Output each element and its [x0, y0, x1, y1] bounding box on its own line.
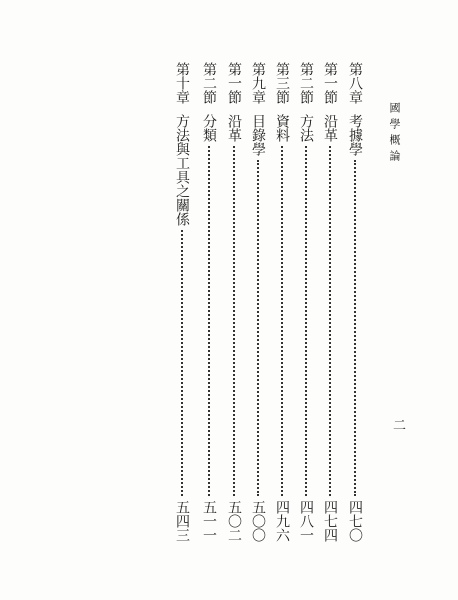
dot-leader — [329, 146, 331, 496]
toc-entry-page: 五一一 — [201, 500, 217, 542]
toc-entry-label: 第一節 — [322, 62, 338, 104]
toc-entry-title: 分類 — [201, 114, 217, 142]
toc-entry-label: 第三節 — [274, 62, 290, 104]
toc-entry-label: 第九章 — [250, 62, 266, 104]
toc-entry-title: 方法與工具之關係 — [174, 114, 190, 226]
dot-leader — [305, 146, 307, 496]
dot-leader — [208, 146, 210, 496]
dot-leader — [181, 230, 183, 496]
dot-leader — [281, 146, 283, 496]
toc-entry-title: 目錄學 — [250, 114, 266, 156]
toc-entry-title: 考據學 — [347, 114, 363, 156]
toc-entry-page: 四九六 — [274, 500, 290, 542]
toc-entry-ch8-sec3 — [272, 62, 292, 542]
toc-entry-title: 沿革 — [226, 114, 242, 142]
toc-entry-title: 沿革 — [322, 114, 338, 142]
toc-entry-chapter-10 — [172, 62, 192, 542]
toc-entry-page: 四七〇 — [347, 500, 363, 542]
toc-entry-page: 五〇〇 — [250, 500, 266, 542]
toc-entry-chapter-9 — [248, 62, 268, 542]
toc-entry-label: 第二節 — [201, 62, 217, 104]
toc-entry-page: 四八一 — [298, 500, 314, 542]
toc-entry-ch9-sec1 — [224, 62, 244, 542]
toc-entry-page: 五〇二 — [226, 500, 242, 542]
toc-entry-ch8-sec1 — [320, 62, 340, 542]
toc-entry-chapter-8 — [345, 62, 365, 542]
dot-leader — [257, 160, 259, 496]
toc-entry-label: 第十章 — [174, 62, 190, 104]
toc-entry-title: 資料 — [274, 114, 290, 142]
page-number: 二 — [390, 418, 405, 431]
toc-entry-title: 方法 — [298, 114, 314, 142]
toc-entry-ch9-sec2 — [199, 62, 219, 542]
running-header: 國學概論 — [388, 102, 401, 166]
toc-entry-page: 五四三 — [174, 500, 190, 542]
toc-entry-page: 四七四 — [322, 500, 338, 542]
dot-leader — [354, 160, 356, 496]
toc-entry-label: 第二節 — [298, 62, 314, 104]
toc-entry-label: 第八章 — [347, 62, 363, 104]
toc-entry-ch8-sec2 — [296, 62, 316, 542]
dot-leader — [233, 146, 235, 496]
toc-entry-label: 第一節 — [226, 62, 242, 104]
